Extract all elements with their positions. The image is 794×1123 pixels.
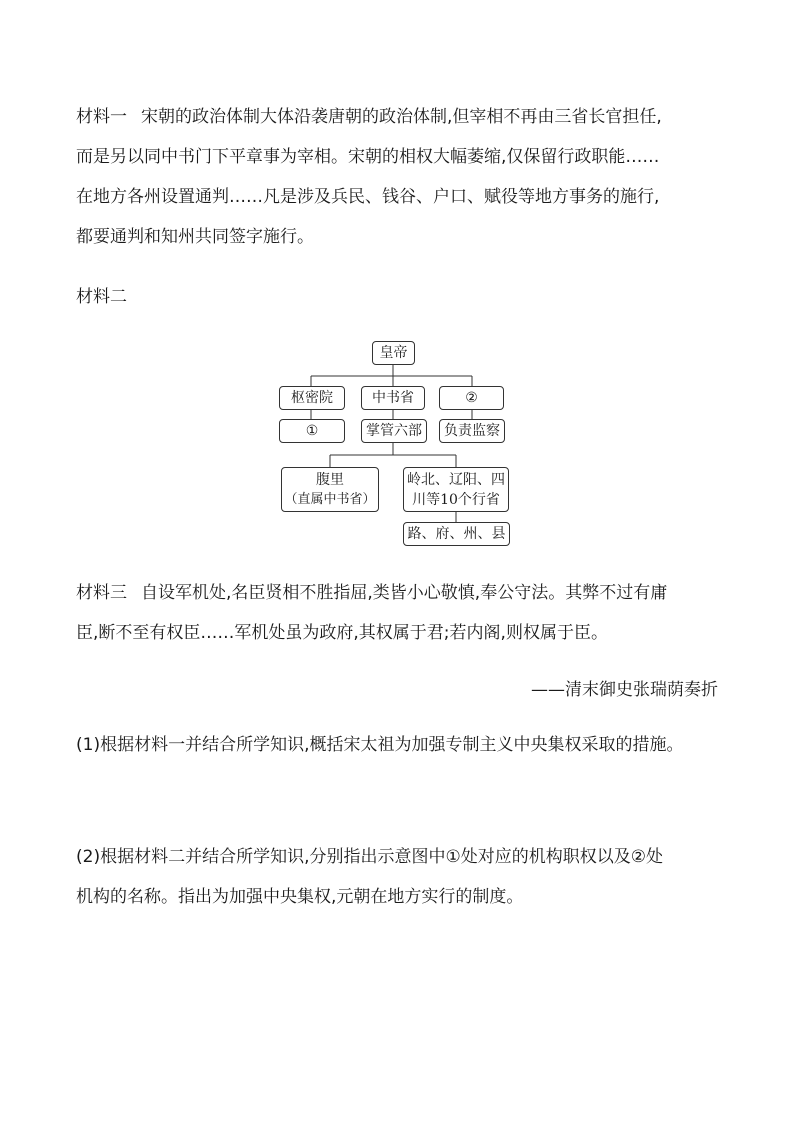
material-one-label: 材料一	[76, 107, 127, 127]
lu-fu-zhou-xian-box: 路、府、州、县	[403, 522, 510, 546]
zhangguan-liubu-box: 掌管六部	[361, 419, 427, 443]
question-two	[76, 837, 736, 917]
xingsheng-line-1: 岭北、辽阳、四	[407, 471, 505, 488]
material-three-line-2: 臣,断不至有权臣……军机处虽为政府,其权属于君;若内阁,则权属于臣。	[76, 623, 608, 643]
material-one-line-1	[76, 97, 736, 137]
material-one-line-3: 在地方各州设置通判……凡是涉及兵民、钱谷、户口、赋役等地方事务的施行,	[76, 187, 660, 207]
material-two-label: 材料二	[76, 287, 127, 307]
blank-one-box: ①	[279, 419, 345, 443]
fuli-box	[281, 467, 379, 512]
emperor-box: 皇帝	[372, 341, 415, 365]
blank-two-box: ②	[439, 386, 504, 410]
material-three-line-1	[76, 573, 736, 613]
question-one: (1)根据材料一并结合所学知识,概括宋太祖为加强专制主义中央集权采取的措施。	[76, 735, 684, 755]
question-two-line-2: 机构的名称。指出为加强中央集权,元朝在地方实行的制度。	[76, 887, 524, 907]
material-three-text-1: 自设军机处,名臣贤相不胜指屈,类皆小心敬慎,奉公守法。其弊不过有庸	[141, 583, 668, 603]
xingsheng-line-2: 川等10个行省	[412, 491, 500, 508]
material-one-line-4: 都要通判和知州共同签字施行。	[76, 227, 314, 247]
fuze-jiancha-box: 负责监察	[439, 419, 505, 443]
shumiyuan-box: 枢密院	[279, 386, 345, 410]
material-one-text-1: 宋朝的政治体制大体沿袭唐朝的政治体制,但宰相不再由三省长官担任,	[141, 107, 662, 127]
material-three-attribution: ——清末御史张瑞荫奏折	[531, 680, 718, 700]
material-one	[76, 97, 736, 257]
material-one-line-2: 而是另以同中书门下平章事为宰相。宋朝的相权大幅萎缩,仅保留行政职能……	[76, 147, 660, 167]
fuli-line-2: （直属中书省）	[284, 491, 376, 507]
zhongshusheng-box: 中书省	[361, 386, 425, 410]
material-three-label: 材料三	[76, 583, 127, 603]
fuli-line-1: 腹里	[316, 471, 344, 488]
material-three	[76, 573, 736, 653]
question-two-line-1: (2)根据材料二并结合所学知识,分别指出示意图中①处对应的机构职权以及②处	[76, 847, 663, 867]
xingsheng-box	[403, 467, 509, 512]
